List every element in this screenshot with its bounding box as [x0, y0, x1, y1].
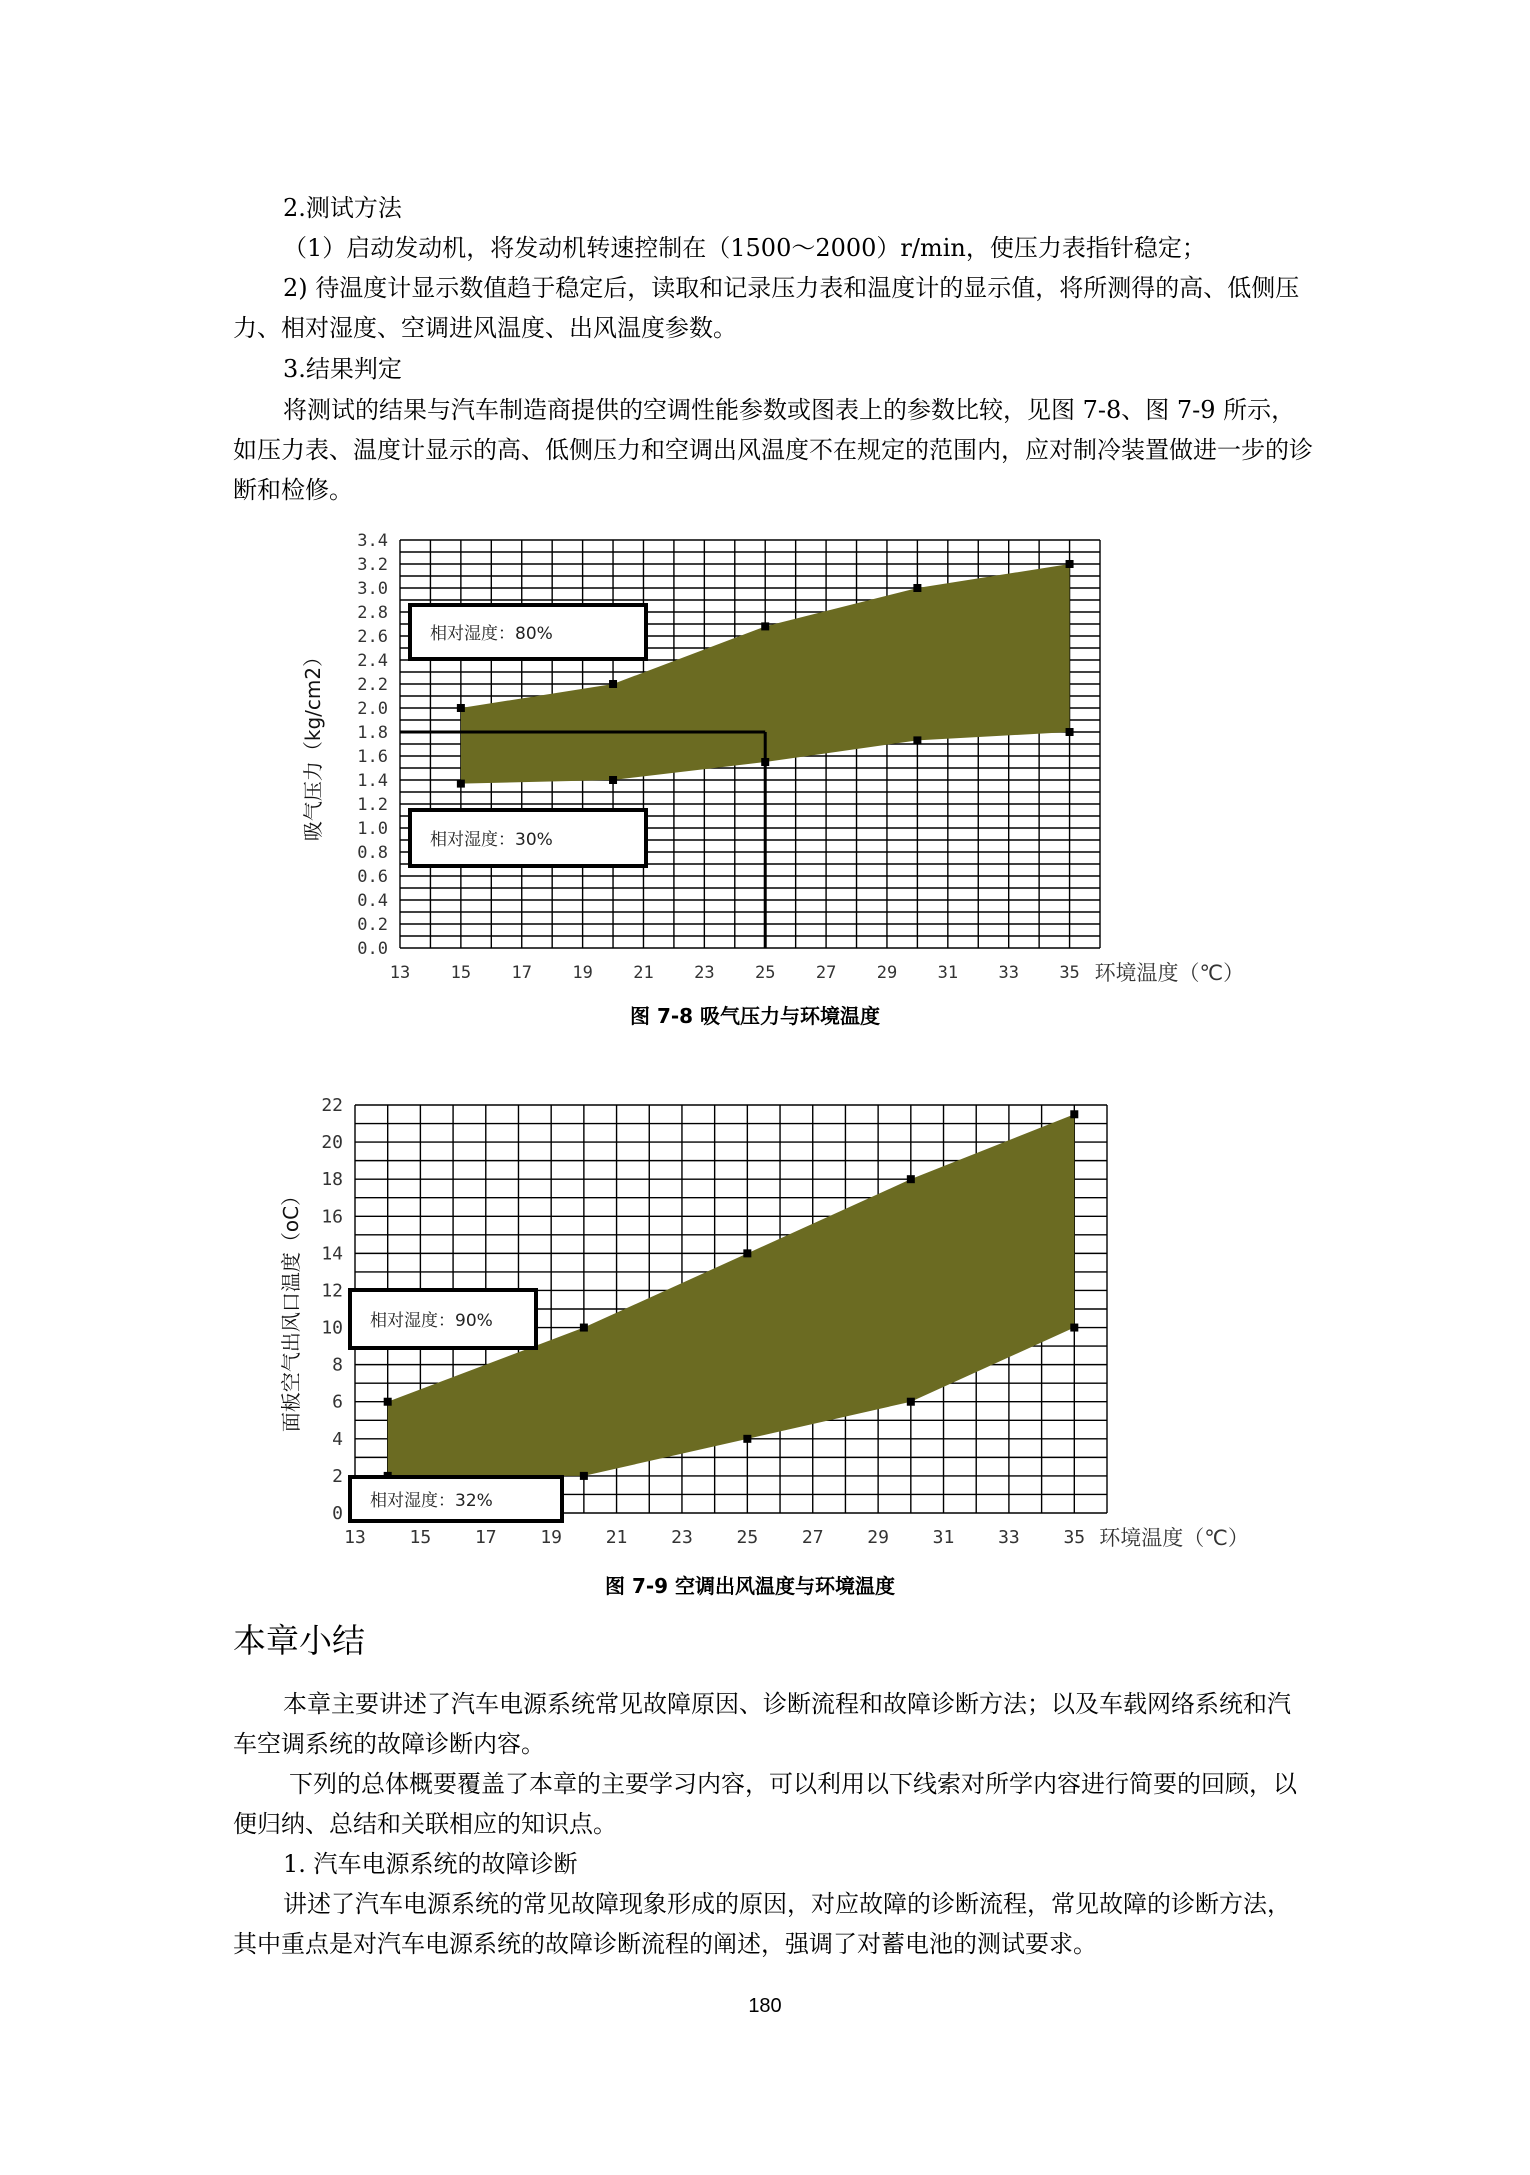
- result-heading: 3.结果判定: [283, 355, 402, 383]
- legend-label: 相对湿度：30%: [430, 830, 553, 850]
- summary-title: 本章小结: [233, 1621, 365, 1660]
- y-tick-label: 3.2: [357, 555, 388, 575]
- x-tick-label: 17: [511, 963, 532, 983]
- x-tick-label: 13: [389, 963, 411, 983]
- upper-point: [743, 1249, 751, 1257]
- figure-7-8-caption: 图 7-8 吸气压力与环境温度: [630, 1004, 881, 1028]
- result-text: 将测试的结果与汽车制造商提供的空调性能参数或图表上的参数比较，见图 7-8、图 7-9 所示，如压力表、温度计显示的高、低侧压力和空调出风温度不在规定的范围内，应对制冷装置做进一步的诊断和检修。: [233, 396, 1313, 504]
- y-tick-label: 2: [332, 1465, 343, 1487]
- y-tick-label: 16: [321, 1206, 343, 1228]
- y-tick-label: 1.2: [357, 795, 388, 815]
- upper-point: [580, 1324, 588, 1332]
- suction-pressure-chart: [290, 520, 1250, 1000]
- summary-item-1-text: 讲述了汽车电源系统的常见故障现象形成的原因，对应故障的诊断流程，常见故障的诊断方法，其中重点是对汽车电源系统的故障诊断流程的阐述，强调了对蓄电池的测试要求。: [233, 1890, 1291, 1958]
- x-tick-label: 19: [572, 963, 593, 983]
- lower-point: [457, 780, 465, 788]
- legend-label: 相对湿度：32%: [370, 1491, 493, 1511]
- y-tick-label: 2.2: [357, 675, 388, 695]
- y-axis-label: 面板空气出风口温度（oC）: [279, 1185, 303, 1433]
- lower-point: [743, 1435, 751, 1443]
- upper-point: [913, 584, 921, 592]
- x-tick-label: 33: [998, 1527, 1020, 1548]
- x-tick-label: 21: [633, 963, 654, 983]
- legend-label: 相对湿度：90%: [370, 1311, 493, 1331]
- y-tick-label: 8: [332, 1354, 343, 1376]
- lower-point: [913, 736, 921, 744]
- x-tick-label: 21: [605, 1527, 628, 1548]
- lower-point: [1066, 728, 1074, 736]
- y-tick-label: 0.2: [357, 915, 388, 935]
- lower-point: [609, 776, 617, 784]
- outlet-temperature-chart: [270, 1085, 1260, 1565]
- y-tick-label: 1.8: [357, 723, 388, 743]
- legend-box: [410, 810, 646, 866]
- x-tick-label: 19: [540, 1527, 563, 1548]
- y-tick-label: 0.4: [357, 891, 388, 911]
- y-axis-label: 吸气压力（kg/cm2）: [301, 646, 325, 842]
- x-tick-label: 13: [344, 1527, 366, 1548]
- step-1-text: （1）启动发动机，将发动机转速控制在（1500～2000）r/min，使压力表指针稳定；: [283, 234, 1206, 262]
- y-tick-label: 1.4: [357, 771, 388, 791]
- x-axis-label: 环境温度（℃）: [1099, 1526, 1249, 1550]
- x-tick-label: 29: [876, 963, 898, 983]
- y-tick-label: 12: [321, 1280, 343, 1302]
- y-tick-label: 0: [332, 1503, 343, 1524]
- y-tick-label: 0.8: [357, 843, 388, 863]
- lower-point: [1070, 1324, 1078, 1332]
- summary-paragraph-1: 本章主要讲述了汽车电源系统常见故障原因、诊断流程和故障诊断方法；以及车载网络系统和汽车空调系统的故障诊断内容。: [233, 1690, 1291, 1758]
- y-tick-label: 2.8: [357, 603, 388, 623]
- y-tick-label: 3.0: [357, 579, 388, 599]
- legend-label: 相对湿度：80%: [430, 624, 553, 644]
- lower-point: [580, 1472, 588, 1480]
- y-tick-label: 0.0: [357, 939, 388, 959]
- x-tick-label: 15: [450, 963, 472, 983]
- upper-point: [1066, 560, 1074, 568]
- summary-item-1-title: 1. 汽车电源系统的故障诊断: [283, 1850, 578, 1878]
- y-tick-label: 2.4: [357, 651, 388, 671]
- x-tick-label: 35: [1059, 963, 1080, 983]
- upper-point: [761, 622, 769, 630]
- upper-point: [457, 704, 465, 712]
- y-tick-label: 3.4: [357, 531, 388, 551]
- y-tick-label: 1.6: [357, 747, 388, 767]
- legend-box: [410, 605, 646, 659]
- upper-point: [1070, 1110, 1078, 1118]
- upper-point: [609, 680, 617, 688]
- x-tick-label: 35: [1063, 1527, 1086, 1548]
- step-2-text: 2) 待温度计显示数值趋于稳定后，读取和记录压力表和温度计的显示值，将所测得的高、低侧压力、相对湿度、空调进风温度、出风温度参数。: [233, 274, 1300, 342]
- x-tick-label: 27: [801, 1527, 824, 1548]
- lower-point: [907, 1398, 915, 1406]
- upper-point: [384, 1398, 392, 1406]
- y-tick-label: 1.0: [357, 819, 388, 839]
- y-tick-label: 14: [321, 1243, 343, 1265]
- x-tick-label: 31: [932, 1527, 955, 1548]
- x-tick-label: 25: [754, 963, 776, 983]
- y-tick-label: 2.6: [357, 627, 388, 647]
- summary-paragraph-2: 下列的总体概要覆盖了本章的主要学习内容，可以利用以下线索对所学内容进行简要的回顾，以便归纳、总结和关联相应的知识点。: [233, 1770, 1297, 1838]
- y-tick-label: 18: [321, 1169, 343, 1191]
- page-number: 180: [748, 1995, 782, 2017]
- y-tick-label: 0.6: [357, 867, 388, 887]
- y-tick-label: 6: [332, 1391, 343, 1413]
- x-tick-label: 23: [671, 1527, 693, 1548]
- x-axis-label: 环境温度（℃）: [1094, 961, 1245, 985]
- x-tick-label: 33: [998, 963, 1019, 983]
- y-tick-label: 2.0: [357, 699, 388, 719]
- legend-box: [350, 1290, 536, 1348]
- y-tick-label: 10: [321, 1317, 343, 1339]
- y-tick-label: 4: [332, 1428, 343, 1450]
- x-tick-label: 25: [736, 1527, 759, 1548]
- method-heading: 2.测试方法: [283, 194, 402, 222]
- x-tick-label: 27: [815, 963, 837, 983]
- x-tick-label: 15: [409, 1527, 432, 1548]
- legend-box: [350, 1477, 562, 1521]
- x-tick-label: 31: [937, 963, 959, 983]
- x-tick-label: 23: [694, 963, 715, 983]
- y-tick-label: 22: [321, 1095, 343, 1116]
- x-tick-label: 17: [474, 1527, 497, 1548]
- figure-7-9-caption: 图 7-9 空调出风温度与环境温度: [605, 1574, 896, 1598]
- x-tick-label: 29: [867, 1527, 889, 1548]
- y-tick-label: 20: [321, 1132, 343, 1154]
- upper-point: [907, 1175, 915, 1183]
